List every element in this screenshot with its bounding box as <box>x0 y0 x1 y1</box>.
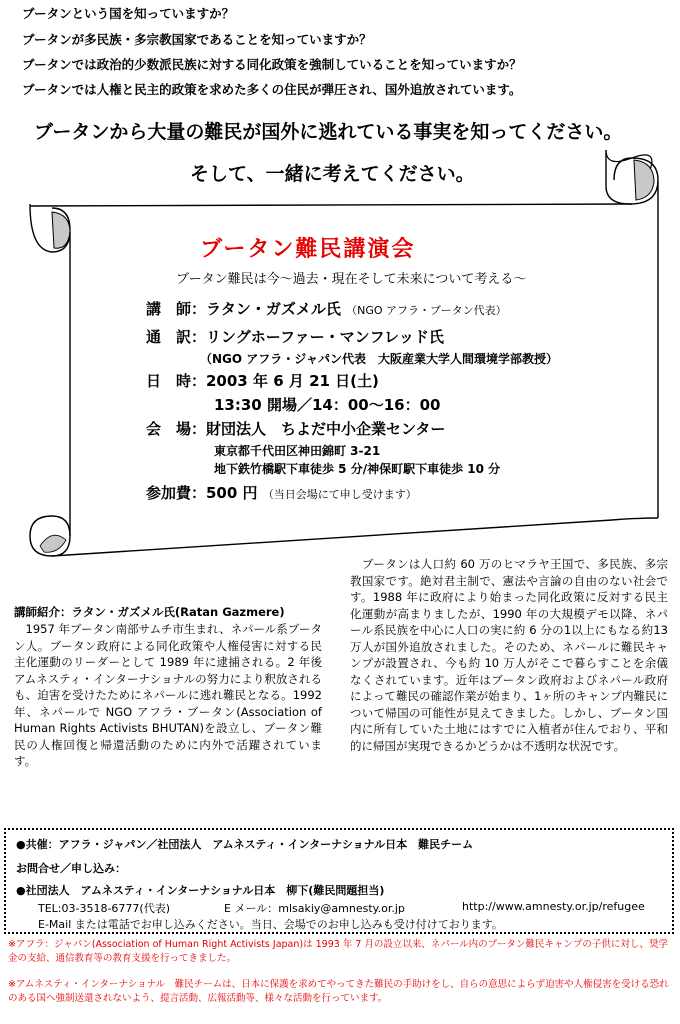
fee-amount: 500 円 <box>206 484 258 502</box>
contact-org: ●社団法人 アムネスティ・インターナショナル日本 柳下(難民問題担当) <box>16 884 385 897</box>
bio-body: 1957 年ブータン南部サムチ市生まれ、ネパール系ブータン人。ブータン政府による同化政策や人権侵害に対する民主化運動のリーダーとして 1989 年に逮捕される。2 年後アムネスティ・インターナショナルの努力により釈放されるも、迫害を受けたためにネパールに逃れ難民となる。1992 年、ネパールで NGO アフラ・ブータン(Association of Human Rights Activists BHUTAN)を設立し、ブータン難民の人権回復と帰還活動のために内外で活躍されています。 <box>14 622 322 768</box>
speaker-note: （NGO アフラ・ブータン代表） <box>346 304 507 317</box>
apply-instructions: E-Mail または電話でお申し込みください。当日、会場でのお申し込みも受け付けております。 <box>38 918 503 931</box>
contact-tel: TEL:03-3518-6777(代表) <box>38 902 171 915</box>
speaker-row <box>146 298 507 319</box>
interpreter-label: 通 訳： <box>146 328 207 346</box>
contact-box <box>4 828 674 934</box>
contact-url[interactable]: http://www.amnesty.or.jp/refugee <box>462 900 645 913</box>
event-subtitle: ブータン難民は今～過去・現在そして未来について考える～ <box>176 272 527 287</box>
contact-heading: お問合せ／申し込み： <box>16 862 126 875</box>
event-title: ブータン難民講演会 <box>200 237 416 262</box>
venue-name: 財団法人 ちよだ中小企業センター <box>206 420 446 438</box>
about-bhutan-body: ブータンは人口約 60 万のヒマラヤ王国で、多民族、多宗教国家です。絶対君主制で、憲法や言論の自由のない社会です。1988 年に政府により始まった同化政策に反対する民主化運動が高まりましたが、1990 年の大規模デモ以降、ネパール系民族を中心に人口の実に約 6 分の1以上にもなる約13万人が国外追放されました。そのため、ネパールに難民キャンプが設置され、今も約 10 万人がそこで暮らすことを余儀なくされています。近年はブータン政府およびネパール政府によって難民の確認作業が始まり、1ヶ所のキャンプ内難民について帰国の可能性が見えてきました。しかし、ブータン国内に所有していた土地にはすでに入植者が住んでおり、平和的に帰国が実現できるかどうかは不透明な状況です。 <box>350 557 668 753</box>
venue-row <box>146 418 445 439</box>
fee-row <box>146 482 417 503</box>
question-1: ブータンという国を知っていますか？ <box>22 6 235 21</box>
venue-label: 会 場： <box>146 420 207 438</box>
date-label: 日 時： <box>146 372 207 390</box>
note-afra: ※アフラ：ジャパン(Association of Human Right Activists Japan)は 1993 年 7 月の設立以来、ネパール内のブータン難民キャンプの子供に対し、奨学金の支給、通信教育等の教育支援を行ってきました。 <box>8 939 668 964</box>
speaker-name: ラタン・ガズメル氏 <box>206 300 341 318</box>
interpreter-name: リングホーファー・マンフレッド氏 <box>206 328 444 346</box>
question-3: ブータンでは政治的少数派民族に対する同化政策を強制していることを知っていますか？ <box>22 57 522 72</box>
bio-heading: 講師紹介：ラタン・ガズメル氏(Ratan Gazmere) <box>14 605 285 619</box>
venue-address: 東京都千代田区神田錦町 3-21 <box>214 444 381 458</box>
interpreter-row <box>146 326 444 347</box>
fee-label: 参加費： <box>146 484 207 502</box>
date-row <box>146 370 379 391</box>
speaker-label: 講 師： <box>146 300 207 318</box>
event-date: 2003 年 6 月 21 日(土) <box>206 372 379 390</box>
question-4: ブータンでは人権と民主的政策を求めた多くの住民が弾圧され、国外追放されています。 <box>22 82 522 97</box>
headline-secondary: そして、一緒に考えてください。 <box>190 163 475 185</box>
cohost-line: ●共催：アフラ・ジャパン／社団法人 アムネスティ・インターナショナル日本 難民チーム <box>16 838 474 851</box>
fee-note: （当日会場にて申し受けます） <box>262 488 417 501</box>
headline-primary: ブータンから大量の難民が国外に逃れている事実を知ってください。 <box>34 121 623 143</box>
venue-access: 地下鉄竹橋駅下車徒歩 5 分/神保町駅下車徒歩 10 分 <box>214 462 501 476</box>
note-amnesty: ※アムネスティ・インターナショナル 難民チームは、日本に保護を求めてやってきた難民の手助けをし、自らの意思によらず迫害や人権侵害を受ける恐れのある国へ強制送還されないよう、提言活動、広報活動等、様々な活動を行っています。 <box>8 979 669 1004</box>
event-time: 13:30 開場／14：00～16：00 <box>214 396 441 414</box>
question-2: ブータンが多民族・多宗教国家であることを知っていますか？ <box>22 32 372 47</box>
contact-email[interactable]: E メール：mlsakiy@amnesty.or.jp <box>224 902 405 915</box>
interpreter-note: （NGO アフラ・ジャパン代表 大阪産業大学人間環境学部教授） <box>200 352 559 366</box>
